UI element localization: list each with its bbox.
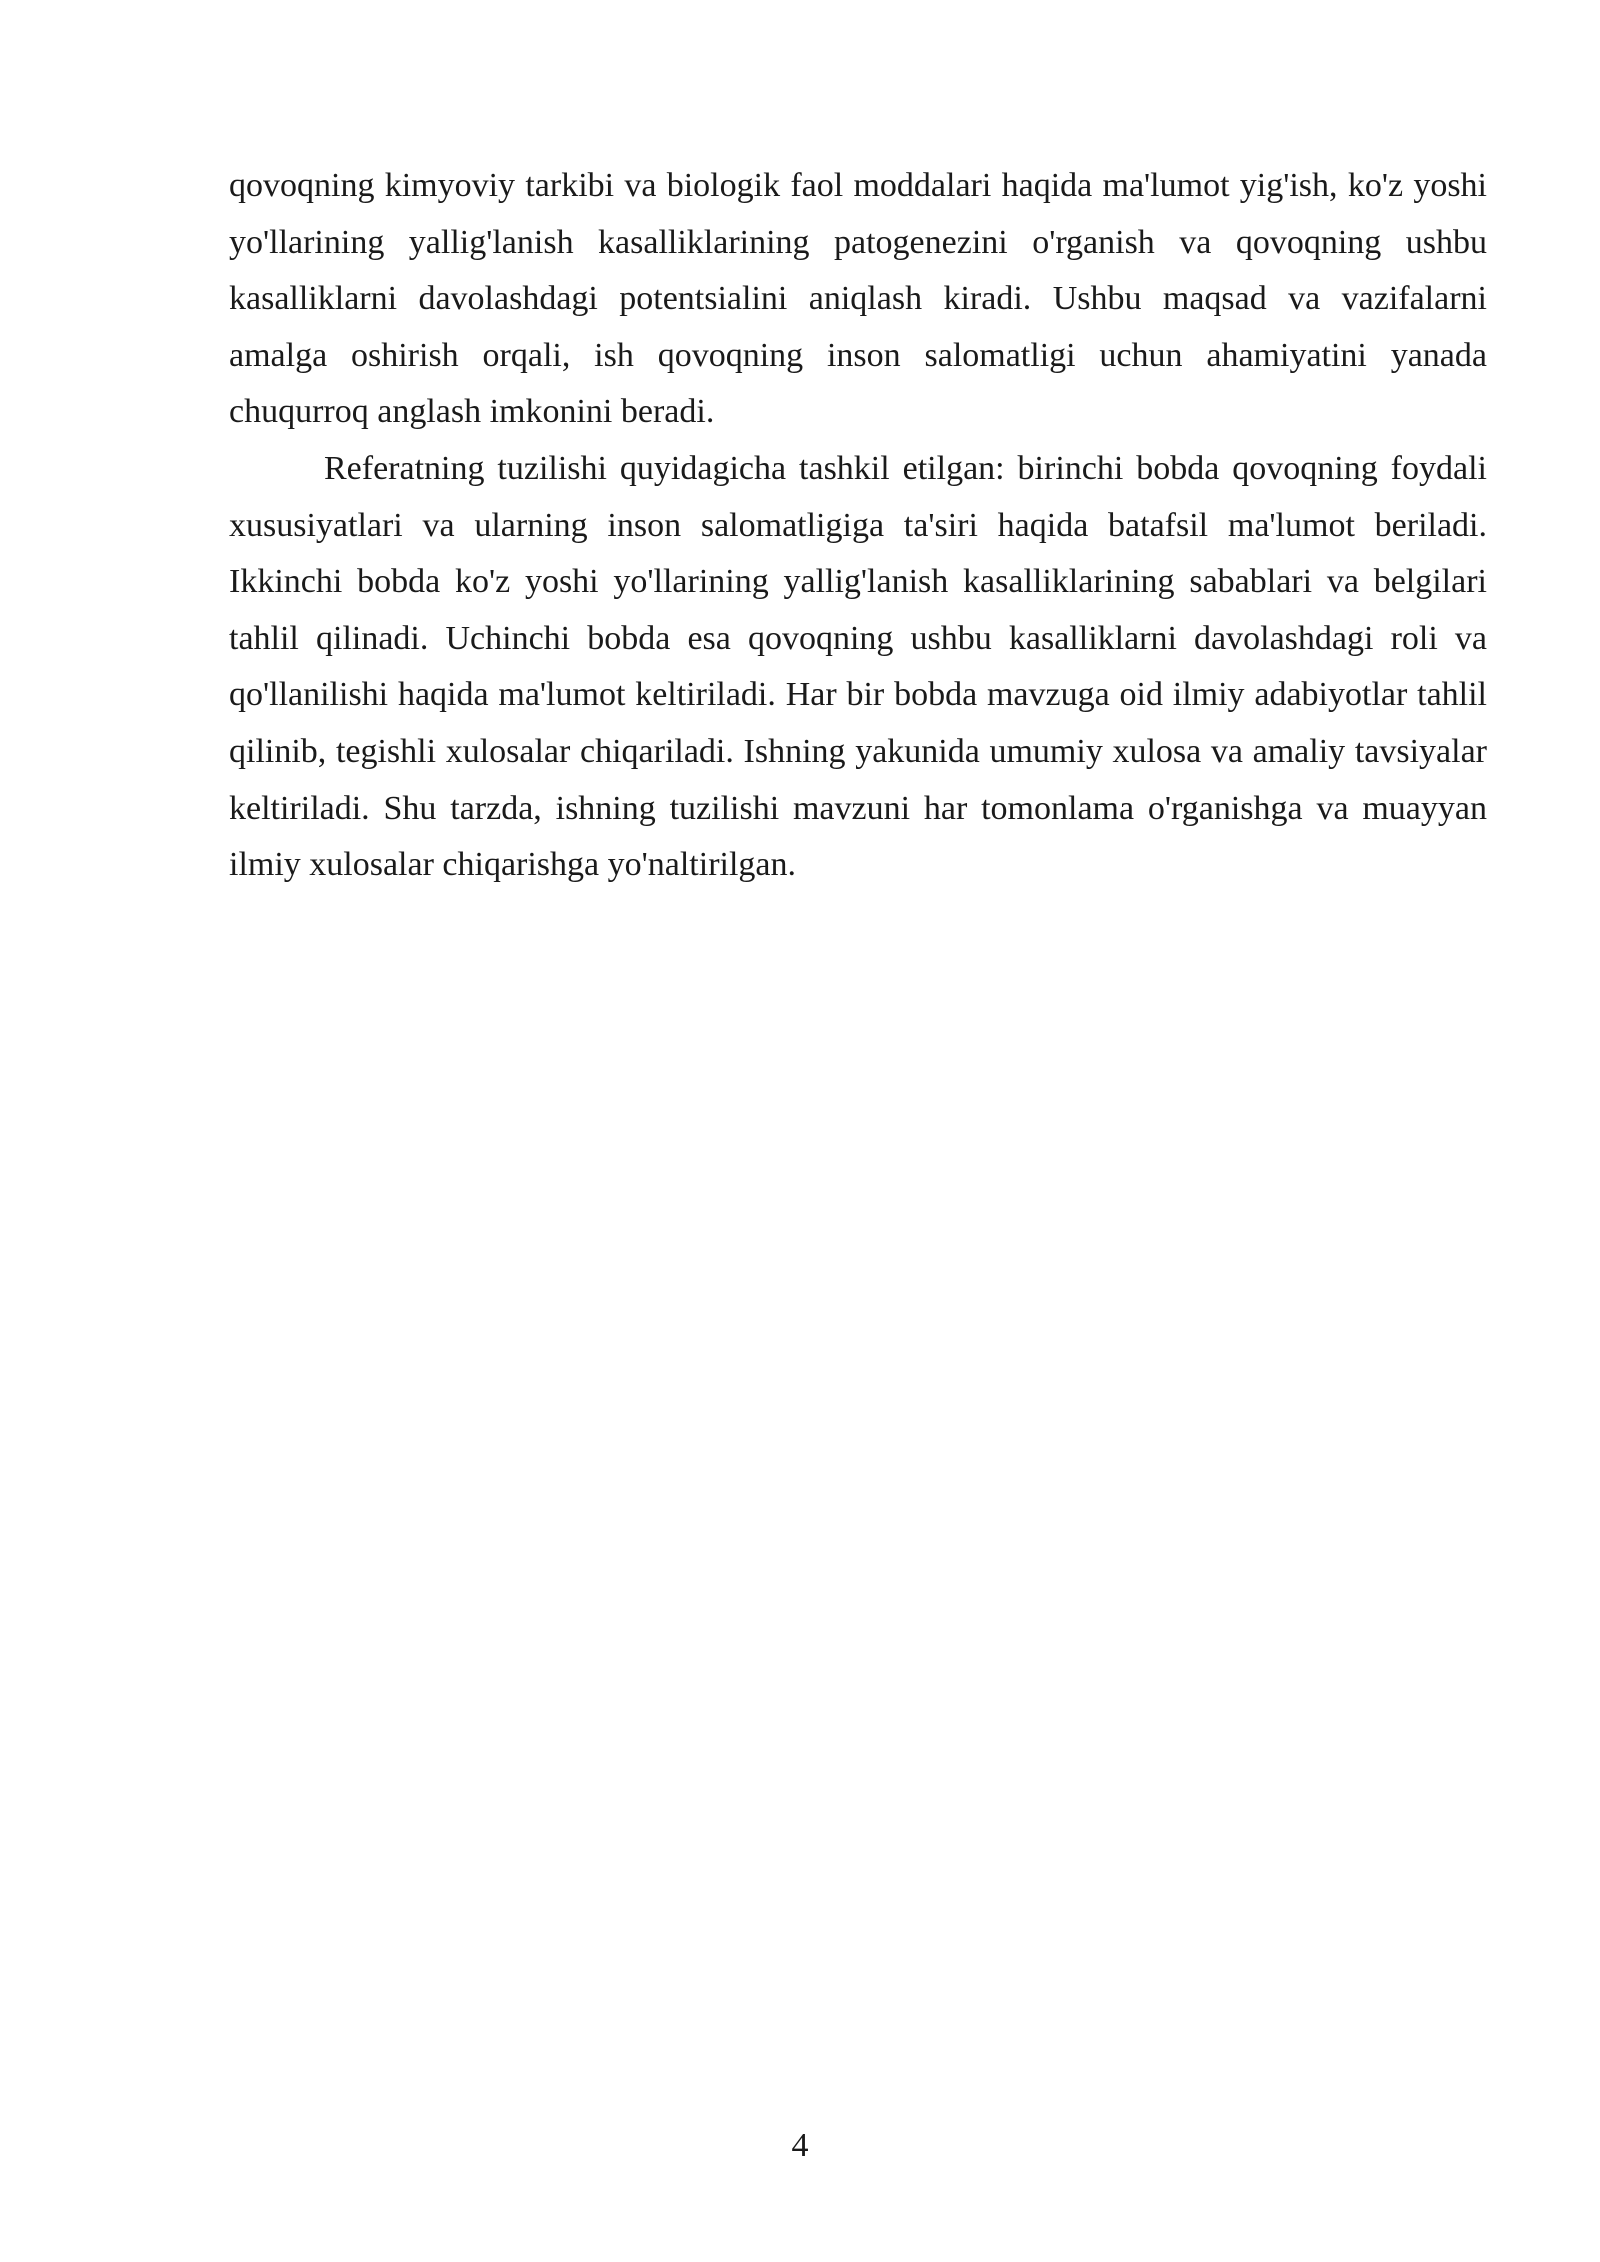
body-text bbox=[229, 158, 1487, 894]
paragraph-structure: Referatning tuzilishi quyidagicha tashkil etilgan: birinchi bobda qovoqning foydali xususiyatlari va ularning inson salomatligiga ta'siri haqida batafsil ma'lumot beriladi. Ikkinchi bobda ko'z yoshi yo'llarining yallig'lanish kasalliklarining sabablari va belgilari tahlil qilinadi. Uchinchi bobda esa qovoqning ushbu kasalliklarni davolashdagi roli va qo'llanilishi haqida ma'lumot keltiriladi. Har bir bobda mavzuga oid ilmiy adabiyotlar tahlil qilinib, tegishli xulosalar chiqariladi. Ishning yakunida umumiy xulosa va amaliy tavsiyalar keltiriladi. Shu tarzda, ishning tuzilishi mavzuni har tomonlama o'rganishga va muayyan ilmiy xulosalar chiqarishga yo'naltirilgan. bbox=[229, 449, 1487, 884]
page-number: 4 bbox=[791, 2127, 809, 2164]
paragraph-continued: qovoqning kimyoviy tarkibi va biologik faol moddalari haqida ma'lumot yig'ish, ko'z yoshi yo'llarining yallig'lanish kasalliklarining patogenezini o'rganish va qovoqning ushbu kasalliklarni davolashdagi potentsialini aniqlash kiradi. Ushbu maqsad va vazifalarni amalga oshirish orqali, ish qovoqning inson salomatligi uchun ahamiyatini yanada chuqurroq anglash imkonini beradi. bbox=[229, 167, 1487, 431]
